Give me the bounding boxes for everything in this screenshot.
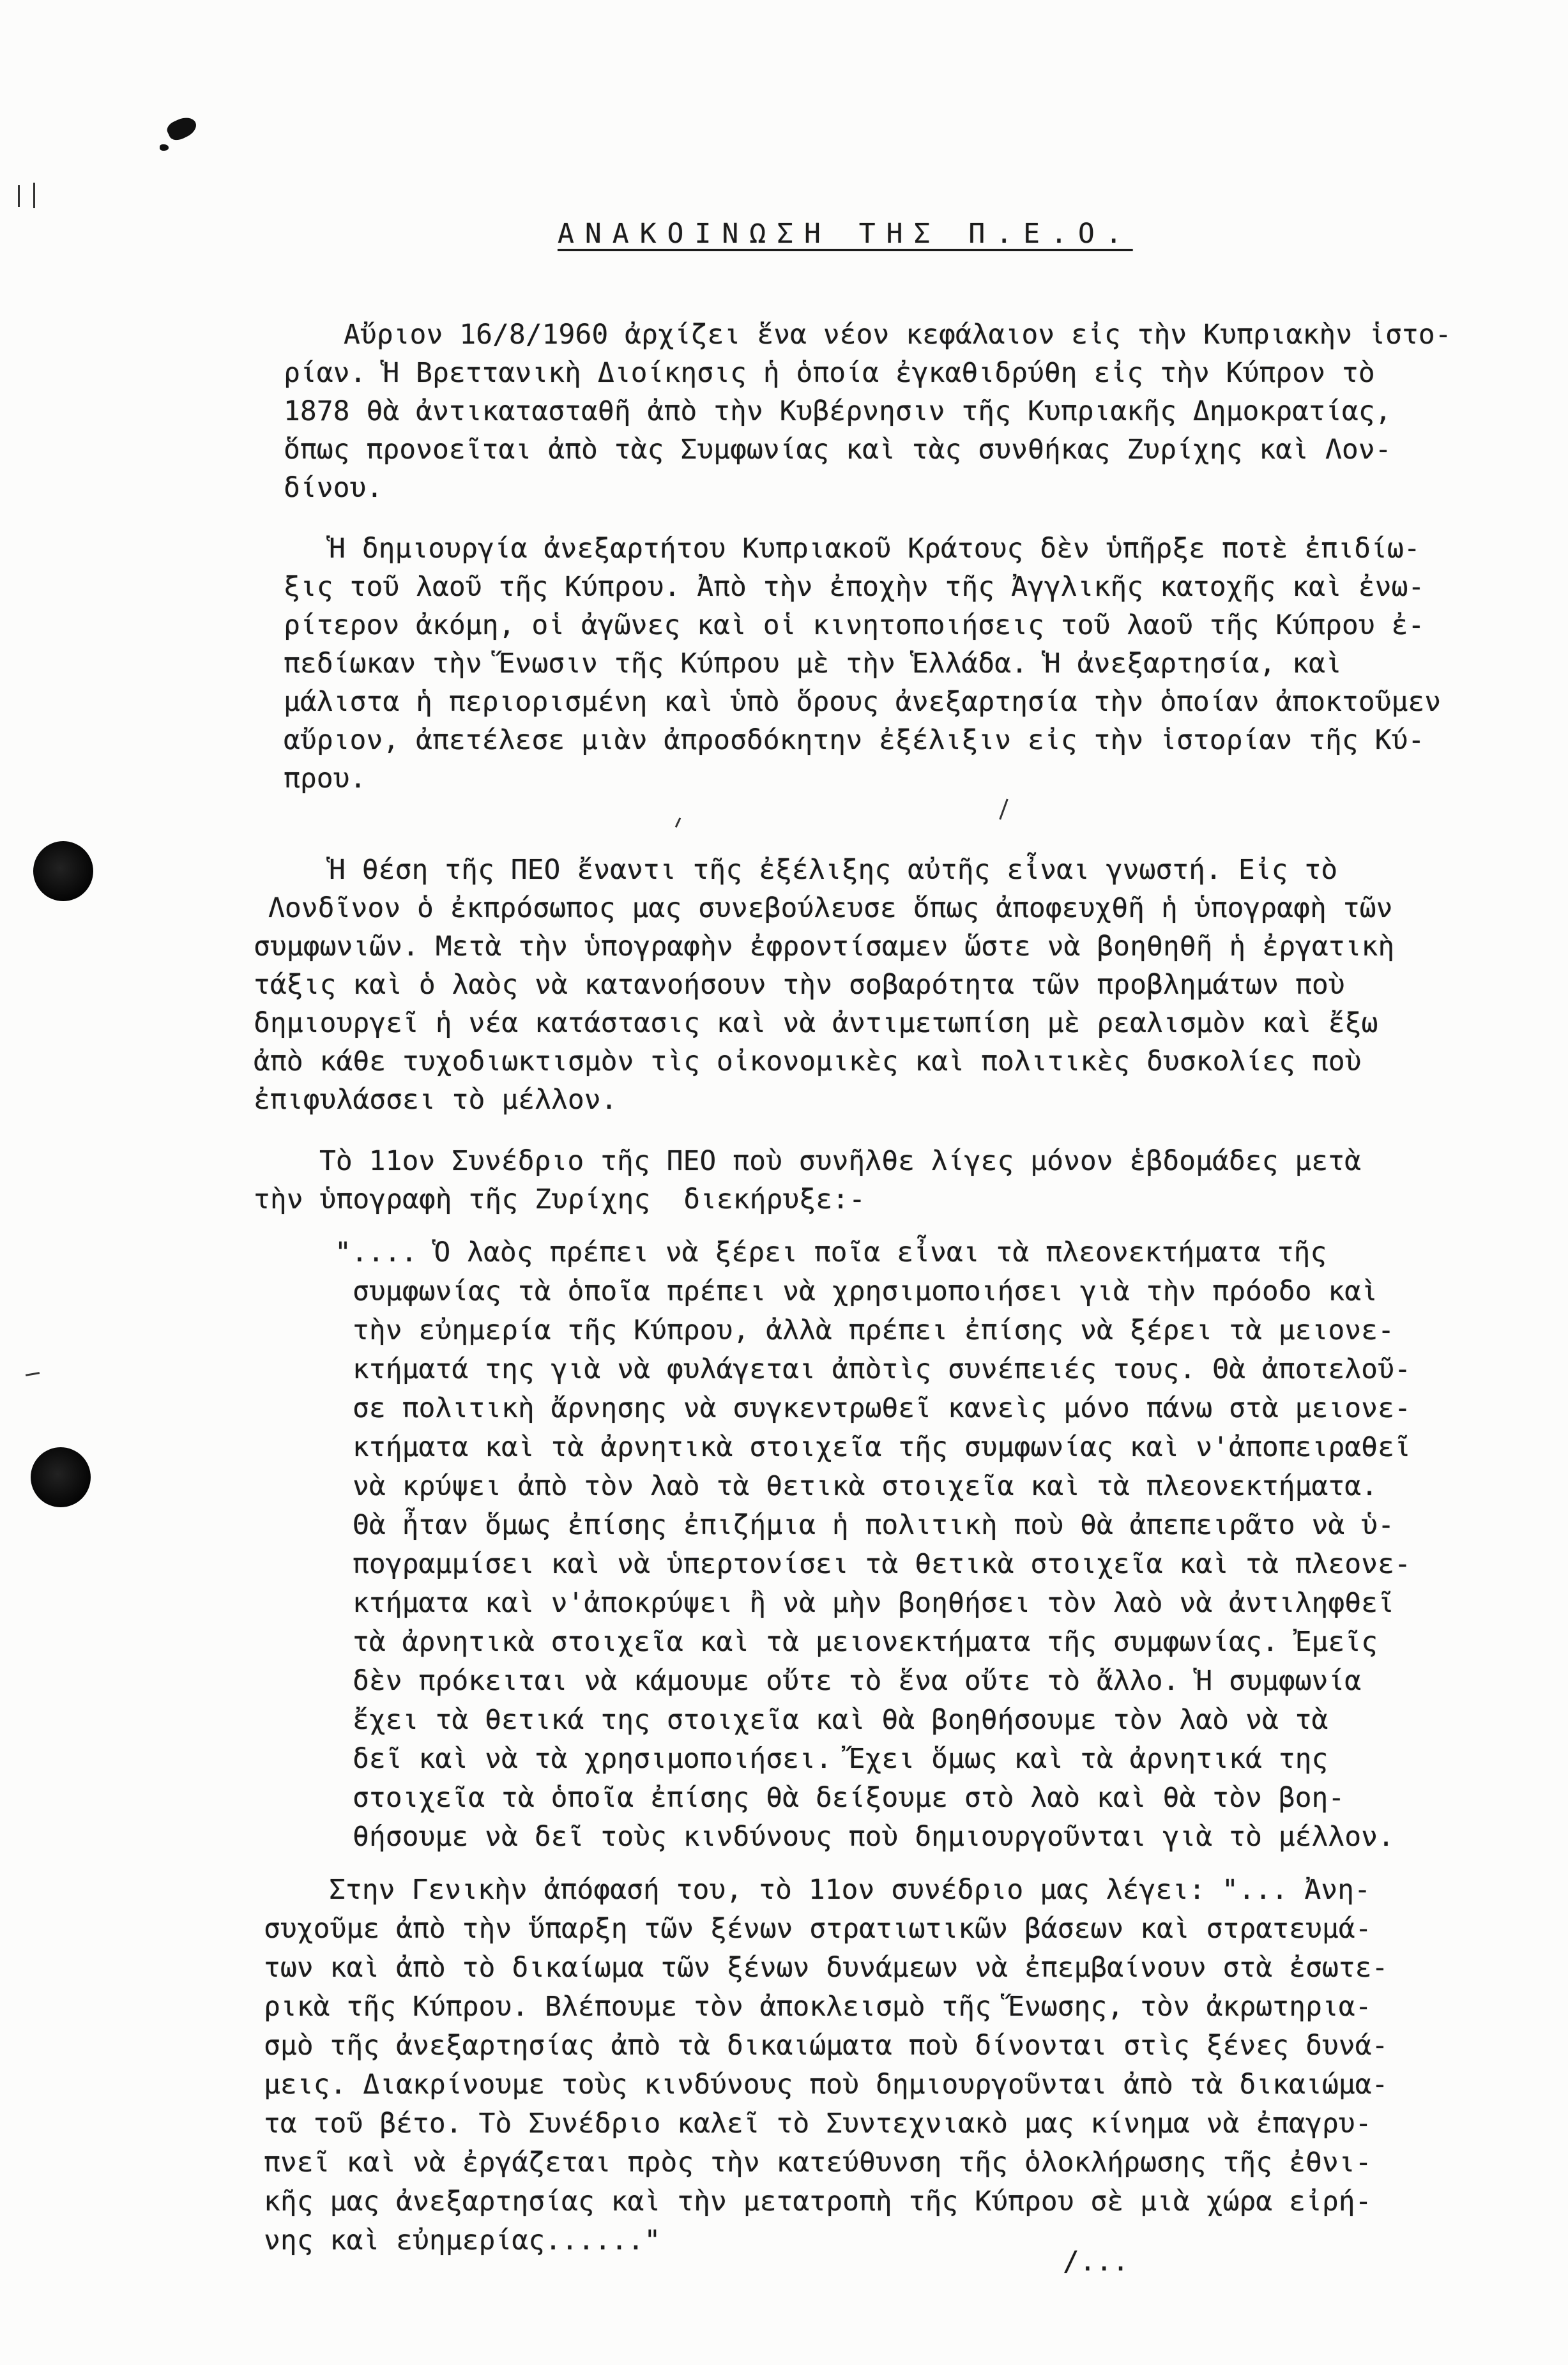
document-title: ΑΝΑΚΟΙΝΩΣΗ ΤΗΣ Π.Ε.Ο.	[558, 218, 1133, 250]
text-line: κτήματα καὶ ν'ἀποκρύψει ἢ νὰ μὴν βοηθήσει τὸν λαὸ νὰ ἀντιληφθεῖ	[353, 1587, 1394, 1619]
text-line: νὰ κρύψει ἀπὸ τὸν λαὸ τὰ θετικὰ στοιχεῖα καὶ τὰ πλεονεκτήματα.	[353, 1470, 1378, 1502]
text-line: κτήματά της γιὰ νὰ φυλάγεται ἀπὸτὶς συνέπειές τους. Θὰ ἀποτελοῦ-	[353, 1353, 1411, 1385]
text-line: Αὔριον 16/8/1960 ἀρχίζει ἕνα νέον κεφάλαιον εἰς τὴν Κυπριακὴν ἱστο-	[344, 319, 1452, 351]
text-line: συμφωνιῶν. Μετὰ τὴν ὑπογραφὴν ἐφροντίσαμεν ὥστε νὰ βοηθηθῆ ἡ ἐργατικὴ	[254, 931, 1395, 962]
text-line: μάλιστα ἡ περιορισμένη καὶ ὑπὸ ὅρους ἀνεξαρτησία τὴν ὁποίαν ἀποκτοῦμεν	[284, 686, 1442, 718]
paragraph-congress	[254, 1142, 1361, 1219]
paragraph-peo-position	[254, 851, 1394, 1119]
ink-smudge	[160, 144, 169, 151]
text-line: δὲν πρόκειται νὰ κάμουμε οὔτε τὸ ἕνα οὔτε τὸ ἄλλο. Ἡ συμφωνία	[353, 1665, 1362, 1697]
text-line: τὴν ὑπογραφὴ τῆς Ζυρίχης διεκήρυξε:-	[254, 1183, 865, 1215]
text-line: συμφωνίας τὰ ὁποῖα πρέπει νὰ χρησιμοποιήσει γιὰ τὴν πρόοδο καὶ	[353, 1275, 1378, 1307]
scan-mark	[33, 183, 35, 208]
text-line: Ἡ θέση τῆς ΠΕΟ ἔναντι τῆς ἐξέλιξης αὐτῆς εἶναι γνωστή. Εἰς τὸ	[329, 854, 1338, 886]
text-line: δίνου.	[284, 472, 383, 504]
text-line: τα τοῦ βέτο. Τὸ Συνέδριο καλεῖ τὸ Συντεχνιακὸ μας κίνημα νὰ ἐπαγρυ-	[264, 2108, 1372, 2140]
text-line: σμὸ τῆς ἀνεξαρτησίας ἀπὸ τὰ δικαιώματα ποὺ δίνονται στὶς ξένες δυνά-	[264, 2030, 1389, 2062]
text-line: στοιχεῖα τὰ ὁποῖα ἐπίσης θὰ δείξουμε στὸ λαὸ καὶ θὰ τὸν βοη-	[353, 1782, 1345, 1814]
text-line: ἀπὸ κάθε τυχοδιωκτισμὸν τὶς οἰκονομικὲς καὶ πολιτικὲς δυσκολίες ποὺ	[254, 1046, 1362, 1077]
scan-mark	[18, 185, 20, 207]
text-line: νης καὶ εὐημερίας......"	[264, 2224, 661, 2256]
paragraph-resolution	[264, 1871, 1388, 2260]
text-line: Λονδῖνον ὁ ἐκπρόσωπος μας συνεβούλευσε ὅπως ἀποφευχθῆ ἡ ὑπογραφὴ τῶν	[268, 892, 1393, 924]
text-line: πνεῖ καὶ νὰ ἐργάζεται πρὸς τὴν κατεύθυνση τῆς ὁλοκλήρωσης τῆς ἐθνι-	[264, 2147, 1372, 2179]
text-line: πεδίωκαν τὴν Ἕνωσιν τῆς Κύπρου μὲ τὴν Ἑλλάδα. Ἡ ἀνεξαρτησία, καὶ	[284, 648, 1342, 680]
text-line: κτήματα καὶ τὰ ἀρνητικὰ στοιχεῖα τῆς συμφωνίας καὶ ν'ἀποπειραθεῖ	[353, 1431, 1411, 1463]
ink-smudge	[165, 114, 199, 144]
scan-mark	[26, 1372, 40, 1376]
text-line: κῆς μας ἀνεξαρτησίας καὶ τὴν μετατροπὴ τῆς Κύπρου σὲ μιὰ χώρα εἰρή-	[264, 2186, 1372, 2217]
scan-mark	[999, 799, 1008, 820]
text-line: Ἡ δημιουργία ἀνεξαρτήτου Κυπριακοῦ Κράτους δὲν ὑπῆρξε ποτὲ ἐπιδίω-	[329, 533, 1420, 565]
page-continuation-marker: /...	[1063, 2246, 1129, 2278]
text-line: σε πολιτικὴ ἄρνησης νὰ συγκεντρωθεῖ κανεὶς μόνο πάνω στὰ μειονε-	[353, 1392, 1411, 1424]
text-line: ἐπιφυλάσσει τὸ μέλλον.	[254, 1084, 618, 1116]
text-line: ".... Ὁ λαὸς πρέπει νὰ ξέρει ποῖα εἶναι τὰ πλεονεκτήματα τῆς	[335, 1236, 1327, 1268]
text-line: τὴν εὐημερία τῆς Κύπρου, ἀλλὰ πρέπει ἐπίσης νὰ ξέρει τὰ μειονε-	[353, 1314, 1394, 1346]
text-line: μεις. Διακρίνουμε τοὺς κινδύνους ποὺ δημιουργοῦνται ἀπὸ τὰ δικαιώμα-	[264, 2069, 1389, 2101]
congress-quote	[335, 1233, 1411, 1857]
text-line: πογραμμίσει καὶ νὰ ὑπερτονίσει τὰ θετικὰ στοιχεῖα καὶ τὰ πλεονε-	[353, 1548, 1411, 1580]
text-line: ὅπως προνοεῖται ἀπὸ τὰς Συμφωνίας καὶ τὰς συνθήκας Ζυρίχης καὶ Λον-	[284, 434, 1392, 466]
text-line: Στην Γενικὴν ἀπόφασή του, τὸ 11ον συνέδριο μας λέγει: "... Ἀνη-	[329, 1874, 1371, 1906]
text-line: τάξις καὶ ὁ λαὸς νὰ κατανοήσουν τὴν σοβαρότητα τῶν προβλημάτων ποὺ	[254, 969, 1345, 1001]
punch-hole-lower	[31, 1447, 91, 1507]
text-line: συχοῦμε ἀπὸ τὴν ὕπαρξη τῶν ξένων στρατιωτικῶν βάσεων καὶ στρατευμά-	[264, 1913, 1372, 1945]
punch-hole-upper	[33, 841, 93, 901]
paragraph-intro	[284, 316, 1452, 507]
text-line: ρίτερον ἀκόμη, οἱ ἀγῶνες καὶ οἱ κινητοποιήσεις τοῦ λαοῦ τῆς Κύπρου ἐ-	[284, 609, 1425, 641]
text-line: των καὶ ἀπὸ τὸ δικαίωμα τῶν ξένων δυνάμεων νὰ ἐπεμβαίνουν στὰ ἐσωτε-	[264, 1952, 1389, 1984]
text-line: ρικὰ τῆς Κύπρου. Βλέπουμε τὸν ἀποκλεισμὸ τῆς Ἕνωσης, τὸν ἀκρωτηρια-	[264, 1991, 1372, 2023]
text-line: Θὰ ἦταν ὅμως ἐπίσης ἐπιζήμια ἡ πολιτικὴ ποὺ θὰ ἀπεπειρᾶτο νὰ ὑ-	[353, 1509, 1394, 1541]
text-line: ἔχει τὰ θετικά της στοιχεῖα καὶ θὰ βοηθήσουμε τὸν λαὸ νὰ τὰ	[353, 1704, 1328, 1736]
text-line: πρου.	[284, 763, 367, 795]
scan-mark	[675, 817, 681, 828]
text-line: θήσουμε νὰ δεῖ τοὺς κινδύνους ποὺ δημιουργοῦνται γιὰ τὸ μέλλον.	[353, 1821, 1394, 1853]
text-line: τὰ ἀρνητικὰ στοιχεῖα καὶ τὰ μειονεκτήματα τῆς συμφωνίας. Ἐμεῖς	[353, 1626, 1378, 1658]
paragraph-origin	[284, 529, 1441, 798]
text-line: δημιουργεῖ ἡ νέα κατάστασις καὶ νὰ ἀντιμετωπίση μὲ ρεαλισμὸν καὶ ἔξω	[254, 1007, 1378, 1039]
text-line: ξις τοῦ λαοῦ τῆς Κύπρου. Ἀπὸ τὴν ἐποχὴν τῆς Ἀγγλικῆς κατοχῆς καὶ ἐνω-	[284, 571, 1425, 603]
text-line: ρίαν. Ἡ Βρεττανικὴ Διοίκησις ἡ ὁποία ἐγκαθιδρύθη εἰς τὴν Κύπρον τὸ	[284, 357, 1375, 389]
text-line: 1878 θὰ ἀντικατασταθῆ ἀπὸ τὴν Κυβέρνησιν τῆς Κυπριακῆς Δημοκρατίας,	[284, 395, 1392, 427]
text-line: δεῖ καὶ νὰ τὰ χρησιμοποιήσει. Ἔχει ὅμως καὶ τὰ ἀρνητικά της	[353, 1743, 1328, 1775]
text-line: Τὸ 11ον Συνέδριο τῆς ΠΕΟ ποὺ συνῆλθε λίγες μόνον ἑβδομάδες μετὰ	[319, 1145, 1361, 1177]
text-line: αὔριον, ἀπετέλεσε μιὰν ἀπροσδόκητην ἐξέλιξιν εἰς τὴν ἱστορίαν τῆς Κύ-	[284, 724, 1425, 756]
